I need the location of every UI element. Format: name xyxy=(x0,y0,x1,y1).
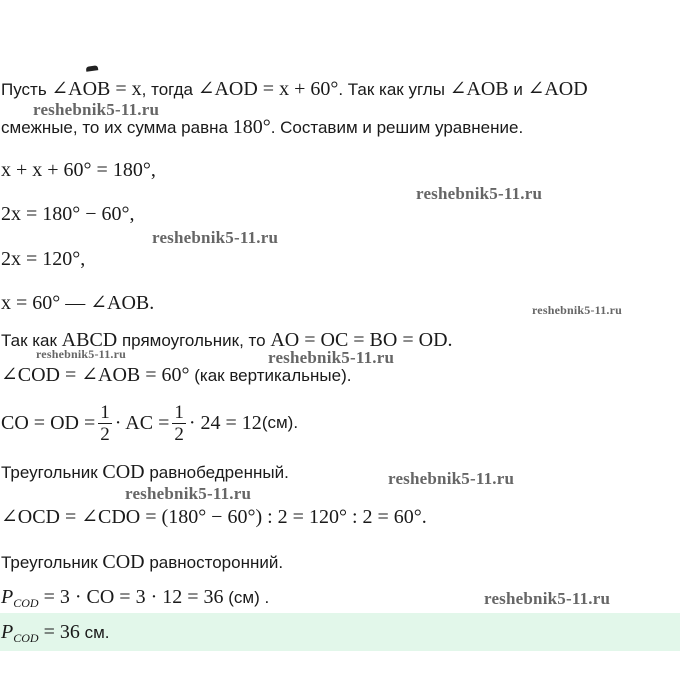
math: ∠AOB = x xyxy=(51,78,142,100)
math: ∠AOB xyxy=(449,78,509,100)
watermark: reshebnik5-11.ru xyxy=(33,100,160,119)
math: AO = OC = BO = OD. xyxy=(270,329,453,351)
equation-line: ∠OCD = ∠CDO = (180° − 60°) : 2 = 120° : 2 = 60°. xyxy=(1,506,427,528)
statement-line xyxy=(1,462,289,483)
equation-line xyxy=(1,400,298,446)
math: · 24 = 12 xyxy=(188,412,262,434)
text: (см) . xyxy=(223,588,270,607)
equation-line: 2x = 120°, xyxy=(1,248,86,270)
text: , тогда xyxy=(141,80,198,99)
statement-line xyxy=(1,117,523,138)
math: = 36 xyxy=(38,621,80,643)
perimeter-symbol: P xyxy=(1,621,14,643)
math: COD xyxy=(102,551,145,573)
equation-line: x + x + 60° = 180°, xyxy=(1,159,156,181)
text: смежные, то их сумма равна xyxy=(1,118,233,137)
text: Треугольник xyxy=(1,553,103,572)
text: равнобедренный. xyxy=(144,463,289,482)
text: (см). xyxy=(261,413,299,432)
statement-line xyxy=(1,365,352,386)
math xyxy=(1,586,224,608)
statement-line xyxy=(1,79,588,100)
subscript: COD xyxy=(13,596,39,610)
math xyxy=(1,621,80,643)
text: Так как xyxy=(1,331,62,350)
text: Пусть xyxy=(1,80,52,99)
watermark: reshebnik5-11.ru xyxy=(388,469,515,488)
watermark: reshebnik5-11.ru xyxy=(268,348,395,367)
math: COD xyxy=(102,461,145,483)
watermark: reshebnik5-11.ru xyxy=(36,347,126,361)
text: см. xyxy=(79,623,110,642)
fraction-denominator: 2 xyxy=(174,423,184,445)
stray-mark xyxy=(86,65,99,72)
watermark: reshebnik5-11.ru xyxy=(484,589,611,608)
math: = 3 · CO = 3 · 12 = 36 xyxy=(38,586,224,608)
statement-line xyxy=(1,552,283,573)
text: равносторонний. xyxy=(144,553,284,572)
watermark: reshebnik5-11.ru xyxy=(416,184,543,203)
text: Треугольник xyxy=(1,463,103,482)
answer-line xyxy=(1,622,109,648)
math: ∠COD = ∠AOB = 60° xyxy=(1,364,190,386)
fraction-numerator: 1 xyxy=(100,401,110,423)
math: ∠AOD xyxy=(527,78,588,100)
text: (как вертикальные). xyxy=(189,366,352,385)
fraction xyxy=(98,402,112,445)
math: ABCD xyxy=(61,329,118,351)
subscript: COD xyxy=(13,631,39,645)
math: 180° xyxy=(232,116,271,138)
fraction xyxy=(172,402,186,445)
watermark: reshebnik5-11.ru xyxy=(152,228,279,247)
fraction-denominator: 2 xyxy=(100,423,110,445)
text: . Составим и решим уравнение. xyxy=(270,118,524,137)
perimeter-symbol: P xyxy=(1,586,14,608)
math: · AC = xyxy=(114,412,170,434)
equation-line: 2x = 180° − 60°, xyxy=(1,203,135,225)
math: CO = OD = xyxy=(1,412,96,434)
text: прямоугольник, то xyxy=(117,331,271,350)
text: и xyxy=(508,80,528,99)
perimeter-line xyxy=(1,587,269,613)
fraction-numerator: 1 xyxy=(174,401,184,423)
text: . Так как углы xyxy=(338,80,450,99)
watermark: reshebnik5-11.ru xyxy=(532,303,622,317)
watermark: reshebnik5-11.ru xyxy=(125,484,252,503)
math: ∠AOD = x + 60° xyxy=(197,78,339,100)
equation-line: x = 60° — ∠AOB. xyxy=(1,292,155,314)
